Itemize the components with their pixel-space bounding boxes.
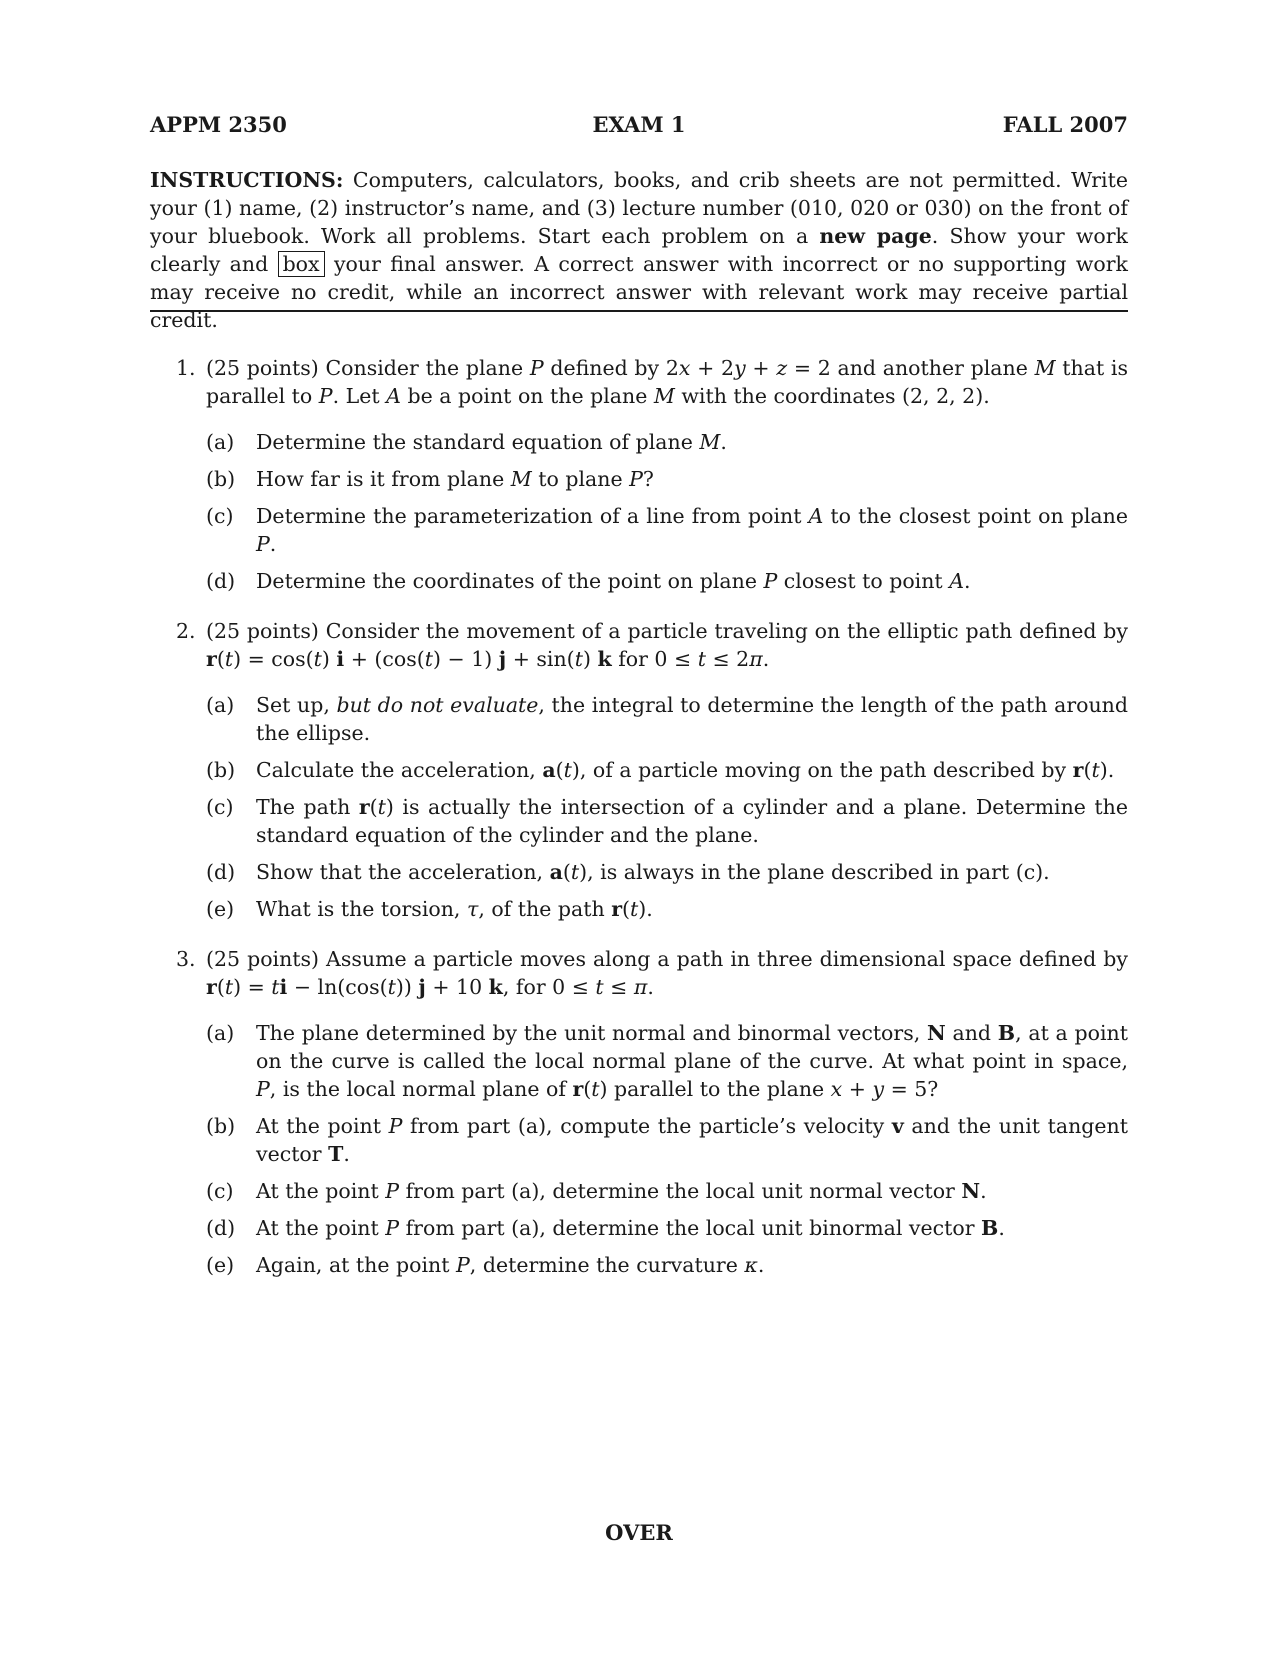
part-label: (a) — [206, 430, 235, 454]
part-text: ( — [622, 897, 630, 921]
math-vector: T — [328, 1142, 344, 1166]
math-var: A — [949, 569, 964, 593]
math-vector: r — [572, 1077, 584, 1101]
math-vector: r — [611, 897, 622, 921]
math-var: z — [776, 356, 788, 380]
math-var: A — [808, 504, 824, 528]
stem-text: + 2 — [690, 356, 735, 380]
part-text: Set up, — [256, 693, 337, 717]
stem-text: − ln(cos( — [287, 975, 388, 999]
new-page-emphasis: new page — [819, 224, 932, 248]
stem-text: + — [745, 356, 777, 380]
part-text: How far is it from plane — [256, 467, 511, 491]
part-text: to the closest point on plane — [823, 504, 1128, 528]
part-text: = 5? — [884, 1077, 939, 1101]
math-var: x — [830, 1077, 843, 1101]
part-text: . — [720, 430, 727, 454]
math-var: π — [633, 975, 648, 999]
box-word: box — [278, 251, 325, 277]
part-text: At the point — [256, 1216, 386, 1240]
instructions-text-1: Computers, calculators, books, and crib sheets are not permitted. Write your (1) name, (2) instructor’s name, and (3) lecture number (010, 020 or 030) on the front of your bluebook. Work all problems. Start each problem on a — [150, 168, 1128, 248]
math-vector: N — [961, 1179, 981, 1203]
problem-part — [206, 465, 1128, 493]
part-text: ), of a particle moving on the path described by — [571, 758, 1073, 782]
part-text: , the integral to determine the length of the path around the ellipse. — [256, 693, 1128, 745]
stem-text: that is parallel to — [206, 356, 1128, 408]
math-var: t — [591, 1077, 600, 1101]
part-text: Determine the coordinates of the point on plane — [256, 569, 764, 593]
problem-1 — [150, 354, 1128, 595]
stem-text: ( — [216, 647, 225, 671]
part-text: . — [998, 1216, 1005, 1240]
math-var: M — [510, 467, 532, 491]
stem-text: for 0 ≤ — [611, 647, 698, 671]
part-label: (c) — [206, 795, 234, 819]
math-var: y — [734, 356, 746, 380]
stem-text: . — [647, 975, 654, 999]
part-label: (c) — [206, 1179, 234, 1203]
stem-text: + 10 — [425, 975, 489, 999]
math-var: P — [456, 1253, 470, 1277]
math-var: x — [678, 356, 691, 380]
math-var: π — [749, 647, 763, 671]
math-var: t — [697, 647, 706, 671]
problem-part — [206, 1214, 1128, 1242]
stem-text: (25 points) Assume a particle moves along a path in three dimensional space defined by — [206, 947, 1128, 971]
math-vector: i — [279, 975, 288, 999]
stem-text: , for 0 ≤ — [502, 975, 596, 999]
problem-part — [206, 1177, 1128, 1205]
problem-part — [206, 1112, 1128, 1168]
part-text: from part (a), determine the local unit binormal vector — [399, 1216, 982, 1240]
math-vector: r — [206, 975, 217, 999]
exam-title: EXAM 1 — [592, 112, 686, 137]
problem-parts — [206, 691, 1128, 923]
math-var: t — [595, 975, 604, 999]
part-text: Calculate the acceleration, — [256, 758, 543, 782]
page-footer-over: OVER — [605, 1520, 673, 1545]
math-var: t — [630, 897, 639, 921]
math-vector: a — [549, 860, 563, 884]
part-label: (a) — [206, 1021, 235, 1045]
part-text: At the point — [256, 1114, 389, 1138]
part-text: . — [980, 1179, 987, 1203]
math-vector: r — [206, 647, 217, 671]
part-label: (e) — [206, 1253, 235, 1277]
part-text: ). — [638, 897, 653, 921]
math-vector: k — [597, 647, 612, 671]
instructions-block — [150, 166, 1128, 334]
problem-part — [206, 1251, 1128, 1279]
math-var: t — [1091, 758, 1100, 782]
exam-term: FALL 2007 — [1002, 112, 1128, 137]
math-vector: j — [498, 647, 507, 671]
part-text: ( — [369, 795, 378, 819]
problem-2 — [150, 617, 1128, 923]
problem-stem — [206, 945, 1128, 1001]
math-var: t — [313, 647, 322, 671]
part-text: from part (a), compute the particle’s velocity — [402, 1114, 892, 1138]
math-var: P — [529, 356, 544, 380]
math-vector: v — [891, 1114, 904, 1138]
math-vector: a — [542, 758, 556, 782]
math-var: P — [318, 384, 333, 408]
stem-text: with the coordinates (2, 2, 2). — [674, 384, 990, 408]
part-label: (d) — [206, 1216, 236, 1240]
math-vector: k — [488, 975, 503, 999]
math-var: κ — [744, 1253, 758, 1277]
stem-text: . — [762, 647, 770, 671]
math-var: t — [563, 758, 572, 782]
math-var: t — [224, 647, 234, 671]
problem-stem — [206, 617, 1128, 673]
problem-part — [206, 895, 1128, 923]
instructions-label: INSTRUCTIONS: — [150, 168, 344, 192]
stem-text: ≤ 2 — [705, 647, 750, 671]
problem-part — [206, 793, 1128, 849]
math-vector: B — [997, 1021, 1016, 1045]
part-text: Show that the acceleration, — [256, 860, 550, 884]
problem-part — [206, 567, 1128, 595]
math-var: P — [629, 467, 643, 491]
stem-text: ( — [216, 975, 225, 999]
part-text: . — [757, 1253, 765, 1277]
math-var: P — [385, 1216, 400, 1240]
part-text: ( — [1083, 758, 1092, 782]
math-var: y — [872, 1077, 885, 1101]
math-vector: r — [358, 795, 370, 819]
part-label: (e) — [206, 897, 235, 921]
part-label: (b) — [206, 467, 236, 491]
part-text: ( — [562, 860, 571, 884]
math-var: P — [256, 532, 270, 556]
stem-text: ) = — [233, 975, 272, 999]
part-text: and the unit tangent vector — [256, 1114, 1128, 1166]
part-label: (c) — [206, 504, 234, 528]
problem-list — [150, 354, 1128, 1301]
problem-number: 1. — [176, 356, 196, 380]
math-var: t — [424, 647, 433, 671]
part-text: Again, at the point — [256, 1253, 456, 1277]
stem-text: ) — [321, 647, 337, 671]
part-text: , determine the curvature — [469, 1253, 745, 1277]
course-code: APPM 2350 — [150, 112, 287, 137]
problem-3 — [150, 945, 1128, 1279]
header-rule — [150, 310, 1128, 312]
stem-text: ) — [582, 647, 598, 671]
math-var: P — [385, 1179, 400, 1203]
math-var: P — [763, 569, 778, 593]
part-text: The plane determined by the unit normal and binormal vectors, — [256, 1021, 927, 1045]
math-var: M — [653, 384, 675, 408]
part-label: (d) — [206, 569, 236, 593]
part-label: (a) — [206, 693, 235, 717]
part-label: (d) — [206, 860, 236, 884]
part-text: , at a point on the curve is called the local normal plane of the curve. At what point in space, — [256, 1021, 1128, 1073]
part-text: . — [964, 569, 971, 593]
math-var: t — [224, 975, 234, 999]
math-vector: r — [1072, 758, 1084, 782]
part-text: ) parallel to the plane — [599, 1077, 831, 1101]
math-var: τ — [466, 897, 479, 921]
stem-text: . Let — [332, 384, 387, 408]
problem-number: 3. — [176, 947, 196, 971]
problem-parts — [206, 1019, 1128, 1279]
problem-part — [206, 691, 1128, 747]
part-text: closest to point — [777, 569, 950, 593]
math-var: P — [256, 1077, 270, 1101]
math-vector: B — [981, 1216, 999, 1240]
stem-text: (25 points) Consider the movement of a particle traveling on the elliptic path defined by — [206, 619, 1128, 643]
stem-text: be a point on the plane — [400, 384, 654, 408]
stem-text: )) — [395, 975, 419, 999]
math-var: A — [386, 384, 401, 408]
exam-page — [150, 0, 1128, 1656]
math-var: P — [388, 1114, 403, 1138]
problem-part — [206, 1019, 1128, 1103]
part-text: from part (a), determine the local unit normal vector — [399, 1179, 962, 1203]
part-label: (b) — [206, 758, 236, 782]
problem-stem — [206, 354, 1128, 410]
part-text: ? — [642, 467, 654, 491]
emphasis-text: but do not evaluate — [336, 693, 539, 717]
part-text: . — [269, 532, 277, 556]
stem-text: ) = cos( — [233, 647, 314, 671]
exam-header — [150, 112, 1128, 146]
math-vector: j — [418, 975, 426, 999]
part-text: , of the path — [478, 897, 612, 921]
math-vector: i — [336, 647, 345, 671]
part-text: ( — [555, 758, 564, 782]
part-text: Determine the parameterization of a line from point — [256, 504, 809, 528]
part-text: What is the torsion, — [256, 897, 467, 921]
stem-text: defined by 2 — [543, 356, 679, 380]
part-text: . — [343, 1142, 350, 1166]
stem-text: ≤ — [603, 975, 634, 999]
stem-text: (25 points) Consider the plane — [206, 356, 530, 380]
problem-part — [206, 756, 1128, 784]
math-vector: N — [926, 1021, 946, 1045]
part-text: The path — [256, 795, 359, 819]
problem-part — [206, 858, 1128, 886]
problem-number: 2. — [176, 619, 196, 643]
math-var: t — [387, 975, 396, 999]
part-text: , is the local normal plane of — [269, 1077, 573, 1101]
math-var: t — [570, 860, 580, 884]
problem-parts — [206, 428, 1128, 595]
math-var: t — [377, 795, 386, 819]
stem-text: + (cos( — [344, 647, 425, 671]
part-text: ), is always in the plane described in part (c). — [579, 860, 1050, 884]
part-label: (b) — [206, 1114, 236, 1138]
problem-part — [206, 428, 1128, 456]
stem-text: ) − 1) — [433, 647, 499, 671]
part-text: ( — [583, 1077, 592, 1101]
stem-text: + sin( — [506, 647, 575, 671]
math-var: t — [574, 647, 583, 671]
part-text: ) is actually the intersection of a cylinder and a plane. Determine the standard equation of the cylinder and the plane. — [256, 795, 1128, 847]
part-text: Determine the standard equation of plane — [256, 430, 700, 454]
math-var: M — [699, 430, 721, 454]
instructions-text-2: . Show your work clearly and — [150, 224, 1128, 276]
instructions-text-3: your final answer. A correct answer with incorrect or no supporting work may receive no credit, while an incorrect answer with relevant work may receive partial credit. — [150, 252, 1128, 332]
math-var: t — [271, 975, 280, 999]
part-text: + — [842, 1077, 873, 1101]
stem-text: = 2 and another plane — [787, 356, 1035, 380]
part-text: to plane — [531, 467, 630, 491]
math-var: M — [1034, 356, 1056, 380]
part-text: ). — [1099, 758, 1115, 782]
part-text: and — [945, 1021, 998, 1045]
problem-part — [206, 502, 1128, 558]
part-text: At the point — [256, 1179, 386, 1203]
